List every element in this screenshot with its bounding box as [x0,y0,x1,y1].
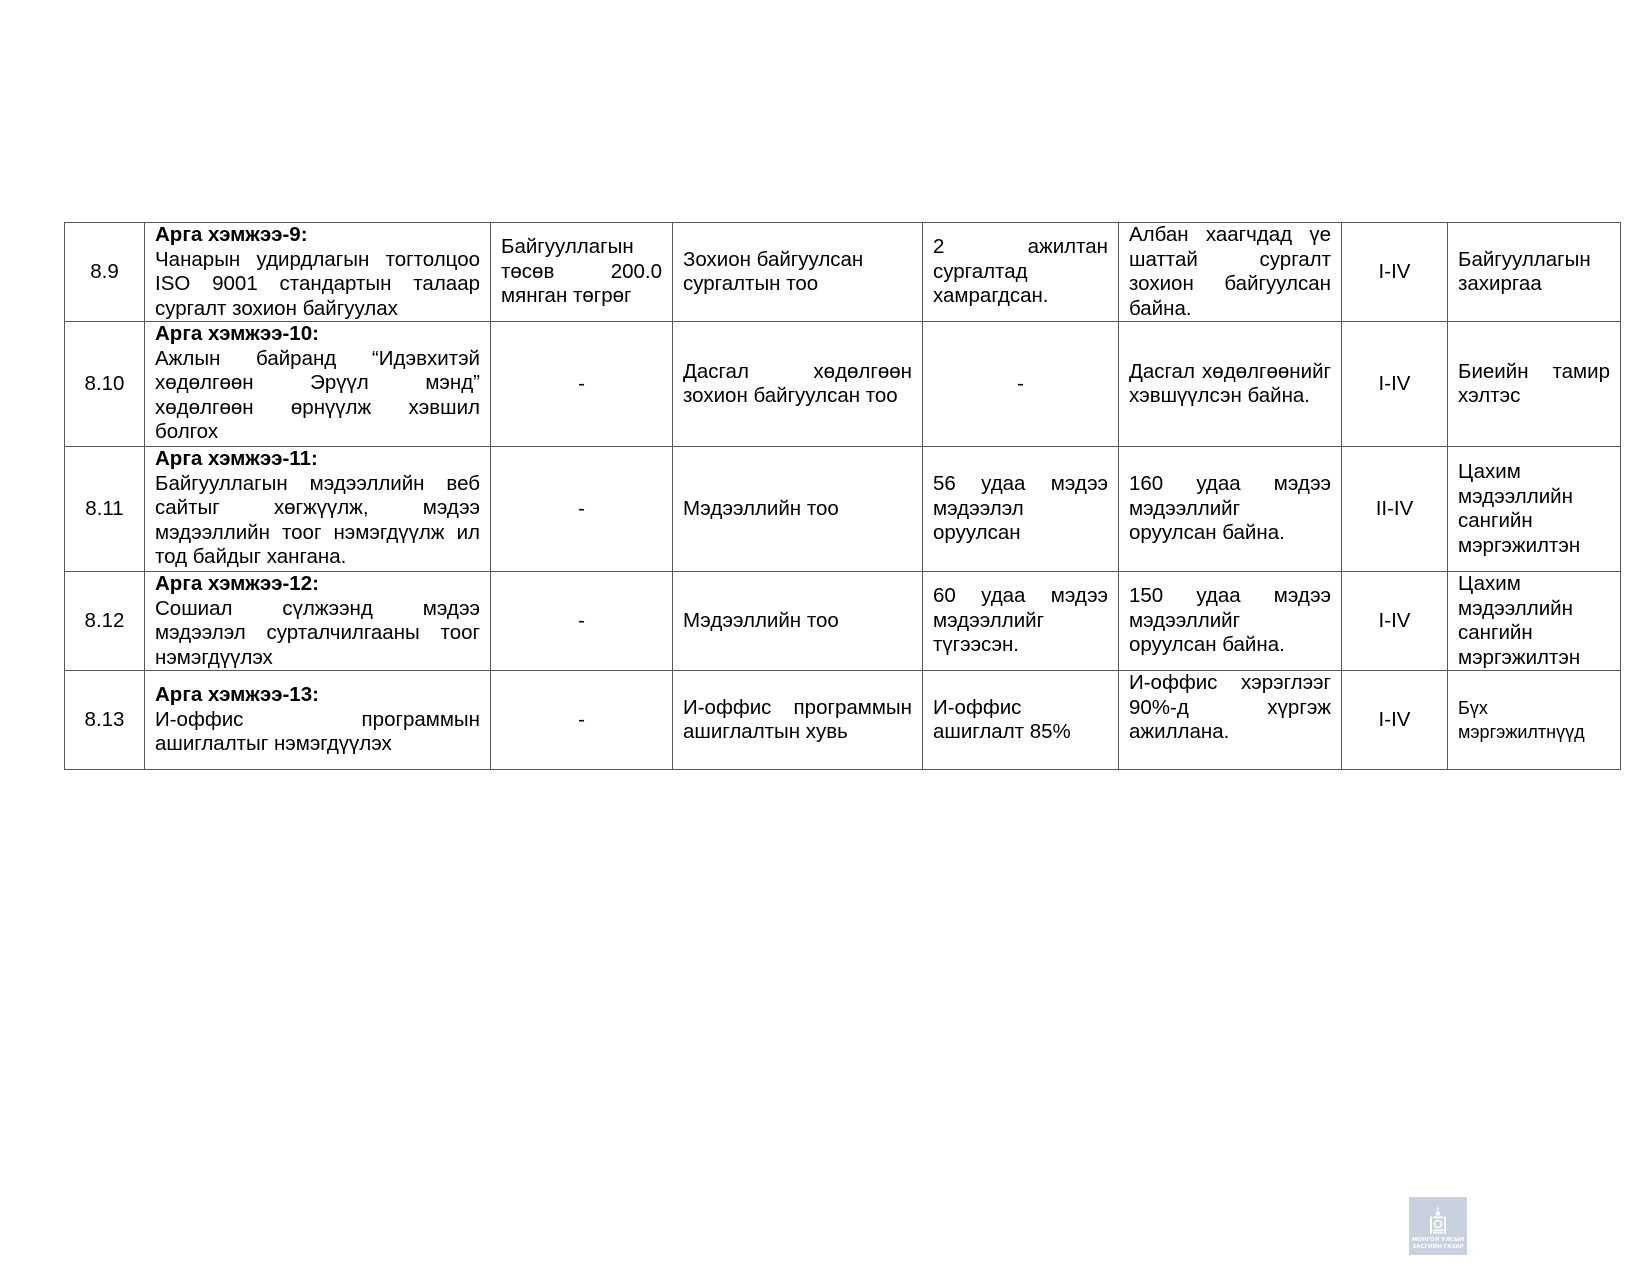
soyombo-emblem-icon [1427,1203,1449,1235]
activity-text: И-оффис программын ашиглалтыг нэмэгдүүлэх [155,707,480,756]
row-number: 8.13 [65,671,145,770]
period-cell: I-IV [1342,322,1448,447]
budget-cell: Байгууллагын төсөв 200.0 мянган төгрөг [491,223,673,322]
responsible-cell: Бүх мэргэжилтнүүд [1448,671,1621,770]
activity-text: Чанарын удирдлагын тогтолцоо ISO 9001 стандартын талаар сургалт зохион байгуулах [155,247,480,320]
baseline-cell: 2 ажилтан сургалтад хамрагдсан. [923,223,1119,322]
target-cell: 150 удаа мэдээ мэдээллийг оруулсан байна. [1119,572,1342,671]
action-plan-table [64,222,1621,770]
indicator-cell: Дасгал хөдөлгөөн зохион байгуулсан тоо [673,322,923,447]
responsible-cell: Байгууллагын захиргаа [1448,223,1621,322]
activity-cell [145,223,491,322]
responsible-cell: Цахим мэдээллийн сангийн мэргэжилтэн [1448,572,1621,671]
target-cell: Албан хаагчдад үе шаттай сургалт зохион байгуулсан байна. [1119,223,1342,322]
emblem-line-2: ЗАСГИЙН ГАЗАР [1412,1243,1464,1250]
table-row [65,223,1621,322]
activity-title: Арга хэмжээ-12: [155,572,319,595]
indicator-cell: Мэдээллийн тоо [673,447,923,572]
target-cell: И-оффис хэрэглээг 90%-д хүргэж ажиллана. [1119,671,1342,770]
baseline-cell: 56 удаа мэдээ мэдээлэл оруулсан [923,447,1119,572]
activity-text: Ажлын байранд “Идэвхитэй хөдөлгөөн Эрүүл мэнд” хөдөлгөөн өрнүүлж хэвшил болгох [155,346,480,443]
target-cell: 160 удаа мэдээ мэдээллийг оруулсан байна. [1119,447,1342,572]
period-cell: I-IV [1342,223,1448,322]
budget-cell: - [491,572,673,671]
row-number: 8.12 [65,572,145,671]
table-row [65,447,1621,572]
activity-text: Байгууллагын мэдээллийн веб сайтыг хөгжүүлж, мэдээ мэдээллийн тоог нэмэгдүүлж ил тод байдыг хангана. [155,471,480,568]
indicator-cell: Мэдээллийн тоо [673,572,923,671]
table-row [65,322,1621,447]
indicator-cell: И-оффис программын ашиглалтын хувь [673,671,923,770]
government-emblem [1409,1197,1467,1255]
period-cell: I-IV [1342,572,1448,671]
period-cell: II-IV [1342,447,1448,572]
budget-cell: - [491,447,673,572]
baseline-cell: 60 удаа мэдээ мэдээллийг түгээсэн. [923,572,1119,671]
activity-cell [145,572,491,671]
target-cell: Дасгал хөдөлгөөнийг хэвшүүлсэн байна. [1119,322,1342,447]
row-number: 8.10 [65,322,145,447]
budget-cell: - [491,671,673,770]
activity-text: Сошиал сүлжээнд мэдээ мэдээлэл сурталчилгааны тоог нэмэгдүүлэх [155,596,480,669]
activity-title: Арга хэмжээ-10: [155,322,319,345]
period-cell: I-IV [1342,671,1448,770]
row-number: 8.11 [65,447,145,572]
budget-cell: - [491,322,673,447]
baseline-cell: И-оффис ашиглалт 85% [923,671,1119,770]
responsible-cell: Биеийн тамир хэлтэс [1448,322,1621,447]
responsible-cell: Цахим мэдээллийн сангийн мэргэжилтэн [1448,447,1621,572]
table-row [65,572,1621,671]
emblem-line-1: МОНГОЛ УЛСЫН [1411,1237,1465,1243]
activity-title: Арга хэмжээ-9: [155,223,308,246]
activity-title: Арга хэмжээ-11: [155,447,318,470]
activity-cell [145,671,491,770]
table-row [65,671,1621,770]
activity-cell [145,447,491,572]
activity-cell [145,322,491,447]
indicator-cell: Зохион байгуулсан сургалтын тоо [673,223,923,322]
baseline-cell: - [923,322,1119,447]
row-number: 8.9 [65,223,145,322]
activity-title: Арга хэмжээ-13: [155,683,319,707]
